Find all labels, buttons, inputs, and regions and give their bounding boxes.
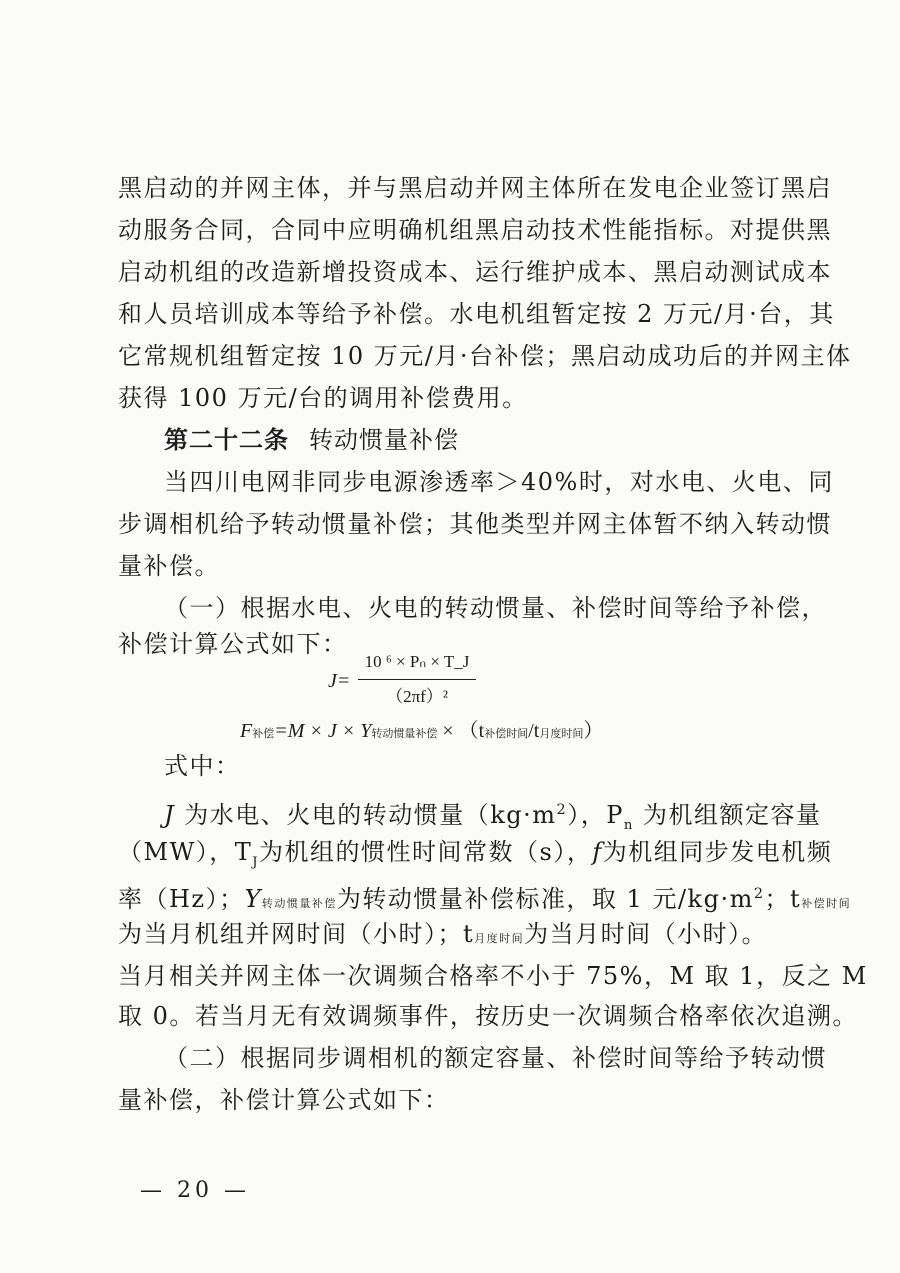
definition-line: 为当月机组并网时间（小时）；t月度时间为当月时间（小时）。 [118, 920, 768, 948]
formula-times: × （t [437, 720, 485, 742]
paragraph-line: 黑启动的并网主体，并与黑启动并网主体所在发电企业签订黑启 [118, 174, 832, 202]
formula-close: ） [583, 720, 604, 742]
item-line: 补偿计算公式如下： [118, 630, 348, 658]
article-heading [164, 420, 834, 460]
item-line: （二）根据同步调相机的额定容量、补偿时间等给予转动惯 [164, 1044, 827, 1072]
fraction-bar [358, 679, 476, 680]
formula-lhs: J= [328, 670, 351, 692]
definition-line: J 为水电、火电的转动惯量$(kg\cdot m^2)$，$P_n$ 为机组额定容量 [164, 801, 822, 833]
formula-mid: =M × J × Y [274, 720, 372, 742]
definition-line: （MW），$T_J$为机组的惯性时间常数（s），f为机组同步发电机频 [118, 838, 833, 870]
formula-f-sub: 补偿 [252, 727, 275, 740]
formula-numerator: 10 ⁶ × Pₙ × T_J [364, 652, 470, 671]
formula-f: F [240, 720, 253, 742]
article-number: 第二十二条 [164, 426, 289, 454]
paragraph-line: 启动机组的改造新增投资成本、运行维护成本、黑启动测试成本 [118, 258, 832, 286]
page-number: — 20 — [140, 1178, 250, 1203]
condition-line: 取 0。若当月无有效调频事件，按历史一次调频合格率依次追溯。 [118, 1002, 858, 1030]
article-title: 转动惯量补偿 [309, 426, 459, 454]
paragraph-line: 量补偿。 [118, 552, 220, 580]
compensation-formula [240, 714, 603, 743]
paragraph-line: 动服务合同，合同中应明确机组黑启动技术性能指标。对提供黑 [118, 216, 832, 244]
paragraph-line: 和人员培训成本等给予补偿。水电机组暂定按 2 万元/月·台，其 [118, 300, 835, 328]
formula-slash: /t [528, 720, 540, 742]
paragraph-line: 它常规机组暂定按 10 万元/月·台补偿；黑启动成功后的并网主体 [118, 342, 852, 370]
formula-t2-sub: 月度时间 [539, 727, 584, 740]
definition-line: 率（Hz）；Y转动惯量补偿为转动惯量补偿标准，取 1 元$/kg\cdot m^2$；t补偿时间 [118, 885, 852, 913]
formula-t1-sub: 补偿时间 [484, 727, 529, 740]
paragraph-line: 当四川电网非同步电源渗透率＞40%时，对水电、火电、同 [164, 468, 834, 496]
formula-denominator: （2πf）² [386, 687, 448, 706]
item-line: （一）根据水电、火电的转动惯量、补偿时间等给予补偿， [164, 594, 827, 622]
paragraph-line: 步调相机给予转动惯量补偿；其他类型并网主体暂不纳入转动惯 [118, 510, 832, 538]
formula-y-sub: 转动惯量补偿 [371, 727, 438, 740]
item-line: 量补偿，补偿计算公式如下： [118, 1086, 450, 1114]
paragraph-line: 获得 100 万元/台的调用补偿费用。 [118, 384, 528, 412]
inertia-formula [328, 652, 498, 712]
condition-line: 当月相关并网主体一次调频合格率不小于 75%，M 取 1，反之 M [118, 962, 868, 990]
where-label: 式中： [164, 752, 241, 780]
